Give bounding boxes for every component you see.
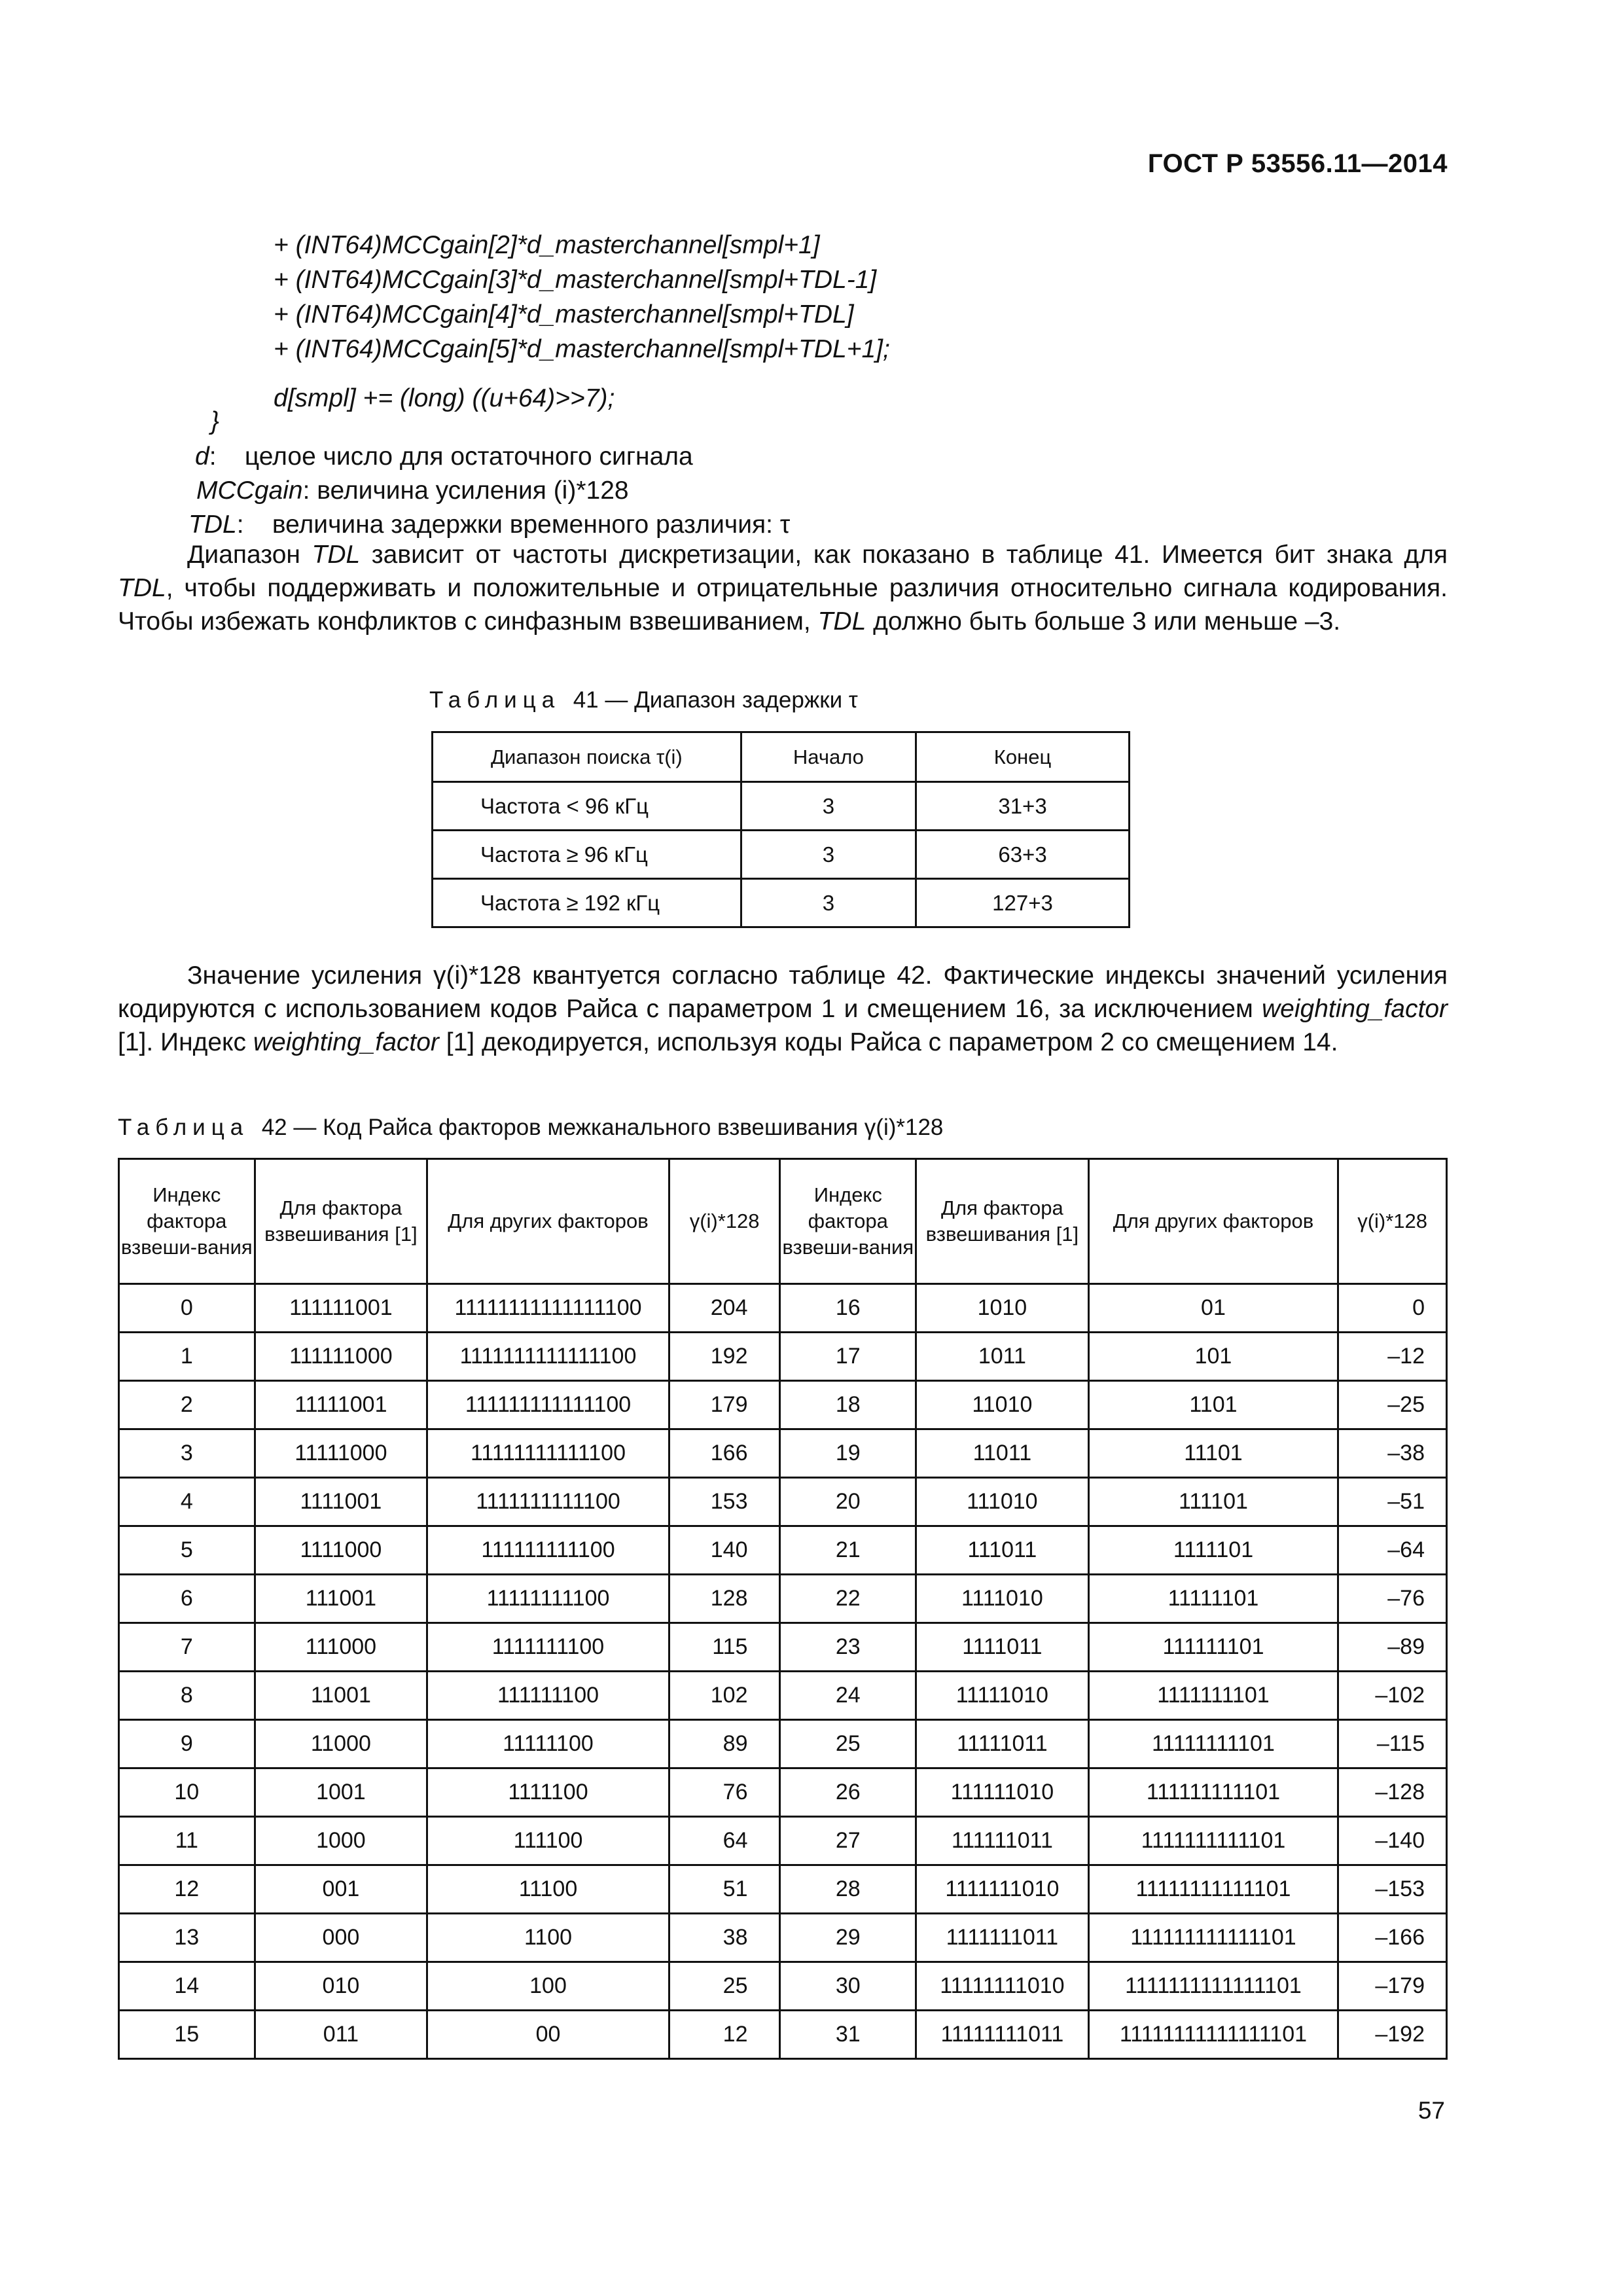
table-cell: 89: [669, 1720, 780, 1768]
table-cell: 14: [119, 1962, 255, 2011]
table-row: [119, 1333, 1447, 1381]
code-line: + (INT64)MCCgain[3]*d_masterchannel[smpl+TDL-1]: [274, 266, 877, 294]
table-row: [119, 1381, 1447, 1429]
table-cell: 153: [669, 1478, 780, 1526]
table-cell: 23: [780, 1623, 916, 1672]
table-cell: 3: [119, 1429, 255, 1478]
table-cell: –64: [1338, 1526, 1447, 1575]
table-cell: 204: [669, 1284, 780, 1333]
table-cell: 11111111111101: [1088, 1865, 1338, 1914]
table-cell: 76: [669, 1768, 780, 1817]
table-cell: 111100: [427, 1817, 669, 1865]
table-cell: 25: [780, 1720, 916, 1768]
table-cell: 3: [741, 782, 916, 831]
table-cell: 1010: [916, 1284, 1089, 1333]
table-cell: 115: [669, 1623, 780, 1672]
table-cell: 111011: [916, 1526, 1089, 1575]
table-cell: 100: [427, 1962, 669, 2011]
table-cell: 1111100: [427, 1768, 669, 1817]
definition-term: MCCgain: [196, 476, 303, 505]
table-row: [119, 1720, 1447, 1768]
table-row: [119, 1672, 1447, 1720]
column-header: γ(i)*128: [1338, 1159, 1447, 1284]
table-cell: 15: [119, 2011, 255, 2059]
table-cell: –12: [1338, 1333, 1447, 1381]
table-cell: 111111111100: [427, 1526, 669, 1575]
table-cell: 1111111010: [916, 1865, 1089, 1914]
table-row: [119, 1429, 1447, 1478]
table-cell: 140: [669, 1526, 780, 1575]
table-cell: 17: [780, 1333, 916, 1381]
table-cell: 31+3: [916, 782, 1130, 831]
table-cell: 127+3: [916, 879, 1130, 927]
table-cell: 0: [119, 1284, 255, 1333]
table-header-row: [119, 1159, 1447, 1284]
table-cell: 11010: [916, 1381, 1089, 1429]
table-cell: 12: [669, 2011, 780, 2059]
table-row: [433, 782, 1130, 831]
table-cell: 1011: [916, 1333, 1089, 1381]
table-cell: –115: [1338, 1720, 1447, 1768]
table-row: [119, 1623, 1447, 1672]
table-cell: 111111111111100: [427, 1381, 669, 1429]
table-cell: 27: [780, 1817, 916, 1865]
page-number: 57: [1418, 2097, 1445, 2124]
table-cell: 010: [255, 1962, 427, 2011]
table-cell: –102: [1338, 1672, 1447, 1720]
table-cell: 30: [780, 1962, 916, 2011]
column-header: Для других факторов: [1088, 1159, 1338, 1284]
caption-text: 41 — Диапазон задержки τ: [573, 687, 858, 713]
table-cell: 11111011: [916, 1720, 1089, 1768]
table-cell: Частота ≥ 192 кГц: [433, 879, 741, 927]
definition-text: величина усиления (i)*128: [317, 476, 629, 505]
definition-term: d: [195, 442, 209, 471]
table-cell: Частота ≥ 96 кГц: [433, 831, 741, 879]
table-cell: –128: [1338, 1768, 1447, 1817]
table-cell: 111001: [255, 1575, 427, 1623]
table-41: [431, 731, 1130, 928]
table-cell: 22: [780, 1575, 916, 1623]
table-cell: 11111101: [1088, 1575, 1338, 1623]
paragraph-tdl-range: Диапазон TDL зависит от частоты дискретизации, как показано в таблице 41. Имеется бит знака для TDL, чтобы поддерживать и положительные и отрицательные различия относительно сигнала кодирования. Чтобы избежать конфликтов с синфазным взвешиванием, TDL должно быть больше 3 или меньше –3.: [118, 541, 1448, 636]
table-cell: 192: [669, 1333, 780, 1381]
table-cell: –140: [1338, 1817, 1447, 1865]
table-cell: –192: [1338, 2011, 1447, 2059]
table-cell: 38: [669, 1914, 780, 1962]
table-cell: 8: [119, 1672, 255, 1720]
table42-caption: [118, 1115, 943, 1141]
table-cell: Частота < 96 кГц: [433, 782, 741, 831]
caption-label: Таблица: [118, 1115, 249, 1140]
table-cell: 3: [741, 879, 916, 927]
table-cell: 26: [780, 1768, 916, 1817]
table-cell: 1111010: [916, 1575, 1089, 1623]
column-header: Для фактора взвешивания [1]: [916, 1159, 1089, 1284]
table-cell: 128: [669, 1575, 780, 1623]
table-cell: 5: [119, 1526, 255, 1575]
column-header: Диапазон поиска τ(i): [433, 732, 741, 782]
table-cell: 2: [119, 1381, 255, 1429]
table-cell: 11: [119, 1817, 255, 1865]
table-cell: 1111000: [255, 1526, 427, 1575]
table-cell: 111111011: [916, 1817, 1089, 1865]
table-cell: 16: [780, 1284, 916, 1333]
table-cell: 111111101: [1088, 1623, 1338, 1672]
table-cell: 1111001: [255, 1478, 427, 1526]
table41-caption: [429, 687, 858, 713]
table-cell: 11100: [427, 1865, 669, 1914]
table-cell: 11011: [916, 1429, 1089, 1478]
table-cell: 1111111100: [427, 1623, 669, 1672]
table-row: [119, 1575, 1447, 1623]
table-cell: 011: [255, 2011, 427, 2059]
table-cell: 00: [427, 2011, 669, 2059]
table-cell: 20: [780, 1478, 916, 1526]
table-cell: 11001: [255, 1672, 427, 1720]
table-cell: 1111111111101: [1088, 1817, 1338, 1865]
table-cell: –38: [1338, 1429, 1447, 1478]
table-cell: 0: [1338, 1284, 1447, 1333]
table-cell: –51: [1338, 1478, 1447, 1526]
table-row: [433, 831, 1130, 879]
table-cell: 29: [780, 1914, 916, 1962]
table-cell: 166: [669, 1429, 780, 1478]
column-header: Конец: [916, 732, 1130, 782]
table-cell: 6: [119, 1575, 255, 1623]
table-cell: 11101: [1088, 1429, 1338, 1478]
table-cell: 11111111111100: [427, 1429, 669, 1478]
caption-label: Таблица: [429, 687, 561, 713]
table-cell: 11111111111111100: [427, 1284, 669, 1333]
table-cell: 1111111101: [1088, 1672, 1338, 1720]
code-assign-line: d[smpl] += (long) ((u+64)>>7);: [274, 384, 615, 412]
table-cell: 11111111101: [1088, 1720, 1338, 1768]
table-cell: 11111111100: [427, 1575, 669, 1623]
table-cell: 25: [669, 1962, 780, 2011]
table-cell: 111111111101: [1088, 1768, 1338, 1817]
table-cell: 11111111111111101: [1088, 2011, 1338, 2059]
table-row: [119, 2011, 1447, 2059]
table-row: [119, 1865, 1447, 1914]
table-cell: 101: [1088, 1333, 1338, 1381]
table-cell: 1101: [1088, 1381, 1338, 1429]
table-42-body: [119, 1284, 1447, 2059]
table-row: [119, 1962, 1447, 2011]
table-cell: 1111111111100: [427, 1478, 669, 1526]
table-cell: 64: [669, 1817, 780, 1865]
table-cell: 11111111010: [916, 1962, 1089, 2011]
table-cell: 11111000: [255, 1429, 427, 1478]
table-cell: 111010: [916, 1478, 1089, 1526]
table-cell: 102: [669, 1672, 780, 1720]
table-cell: 12: [119, 1865, 255, 1914]
code-block: [274, 228, 890, 416]
table-cell: 10: [119, 1768, 255, 1817]
table-cell: 51: [669, 1865, 780, 1914]
table-row: [119, 1526, 1447, 1575]
table-cell: 1001: [255, 1768, 427, 1817]
table-cell: 179: [669, 1381, 780, 1429]
table-cell: 1111111011: [916, 1914, 1089, 1962]
table-cell: 111111010: [916, 1768, 1089, 1817]
table-row: [433, 879, 1130, 927]
code-line: + (INT64)MCCgain[5]*d_masterchannel[smpl+TDL+1];: [274, 335, 890, 363]
code-line: + (INT64)MCCgain[2]*d_masterchannel[smpl+1]: [274, 231, 820, 259]
table-cell: 111111000: [255, 1333, 427, 1381]
table-cell: 111111111111101: [1088, 1914, 1338, 1962]
table-row: [119, 1768, 1447, 1817]
column-header: Начало: [741, 732, 916, 782]
table-cell: –166: [1338, 1914, 1447, 1962]
table-cell: 11111111011: [916, 2011, 1089, 2059]
table-cell: 1000: [255, 1817, 427, 1865]
code-line: + (INT64)MCCgain[4]*d_masterchannel[smpl+TDL]: [274, 300, 854, 329]
definitions-list: [188, 440, 790, 542]
table-row: [119, 1478, 1447, 1526]
table-row: [119, 1817, 1447, 1865]
table-cell: 1111011: [916, 1623, 1089, 1672]
column-header: γ(i)*128: [669, 1159, 780, 1284]
paragraph-gain-quantization: Значение усиления γ(i)*128 квантуется согласно таблице 42. Фактические индексы значений усиления кодируются с использованием кодов Райса с параметром 1 и смещением 16, за исключением weighting_factor [1]. Индекс weighting_factor [1] декодируется, используя коды Райса с параметром 2 со смещением 14.: [118, 961, 1448, 1056]
definition-d: d: целое число для остаточного сигнала: [195, 442, 693, 471]
table-cell: 1111111111111101: [1088, 1962, 1338, 2011]
table-cell: –179: [1338, 1962, 1447, 2011]
table-cell: –25: [1338, 1381, 1447, 1429]
table-cell: 01: [1088, 1284, 1338, 1333]
table-cell: 31: [780, 2011, 916, 2059]
column-header: Индекс фактора взвеши-вания: [780, 1159, 916, 1284]
definition-tdl: TDL: величина задержки временного различия: τ: [188, 511, 791, 539]
table-cell: 001: [255, 1865, 427, 1914]
table-cell: 11111100: [427, 1720, 669, 1768]
table-cell: 000: [255, 1914, 427, 1962]
table-cell: 1111101: [1088, 1526, 1338, 1575]
document-id: ГОСТ Р 53556.11—2014: [1147, 149, 1448, 178]
table-cell: –76: [1338, 1575, 1447, 1623]
column-header: Для фактора взвешивания [1]: [255, 1159, 427, 1284]
table-cell: 11111001: [255, 1381, 427, 1429]
table-cell: 11111010: [916, 1672, 1089, 1720]
table-cell: 19: [780, 1429, 916, 1478]
table-cell: 111111100: [427, 1672, 669, 1720]
table-header-row: [433, 732, 1130, 782]
table-cell: 3: [741, 831, 916, 879]
definition-text: целое число для остаточного сигнала: [244, 442, 693, 471]
table-cell: –89: [1338, 1623, 1447, 1672]
table-cell: 111111001: [255, 1284, 427, 1333]
definition-text: величина задержки временного различия: τ: [272, 511, 791, 539]
table-cell: 111000: [255, 1623, 427, 1672]
table-cell: 1: [119, 1333, 255, 1381]
table-cell: 11000: [255, 1720, 427, 1768]
definition-term: TDL: [188, 511, 237, 539]
table-row: [119, 1914, 1447, 1962]
table-cell: 111101: [1088, 1478, 1338, 1526]
table-cell: 13: [119, 1914, 255, 1962]
table-cell: 1111111111111100: [427, 1333, 669, 1381]
table-cell: 1100: [427, 1914, 669, 1962]
code-closing-brace: }: [211, 407, 220, 435]
column-header: Индекс фактора взвеши-вания: [119, 1159, 255, 1284]
caption-text: 42 — Код Райса факторов межканального взвешивания γ(i)*128: [261, 1115, 944, 1140]
table-cell: 63+3: [916, 831, 1130, 879]
table-cell: 4: [119, 1478, 255, 1526]
column-header: Для других факторов: [427, 1159, 669, 1284]
table-cell: 9: [119, 1720, 255, 1768]
table-cell: 24: [780, 1672, 916, 1720]
table-cell: 18: [780, 1381, 916, 1429]
table-cell: 7: [119, 1623, 255, 1672]
table-row: [119, 1284, 1447, 1333]
table-cell: 28: [780, 1865, 916, 1914]
table-42: [118, 1158, 1448, 2060]
definition-mccgain: MCCgain: величина усиления (i)*128: [196, 476, 629, 505]
table-cell: 21: [780, 1526, 916, 1575]
table-cell: –153: [1338, 1865, 1447, 1914]
